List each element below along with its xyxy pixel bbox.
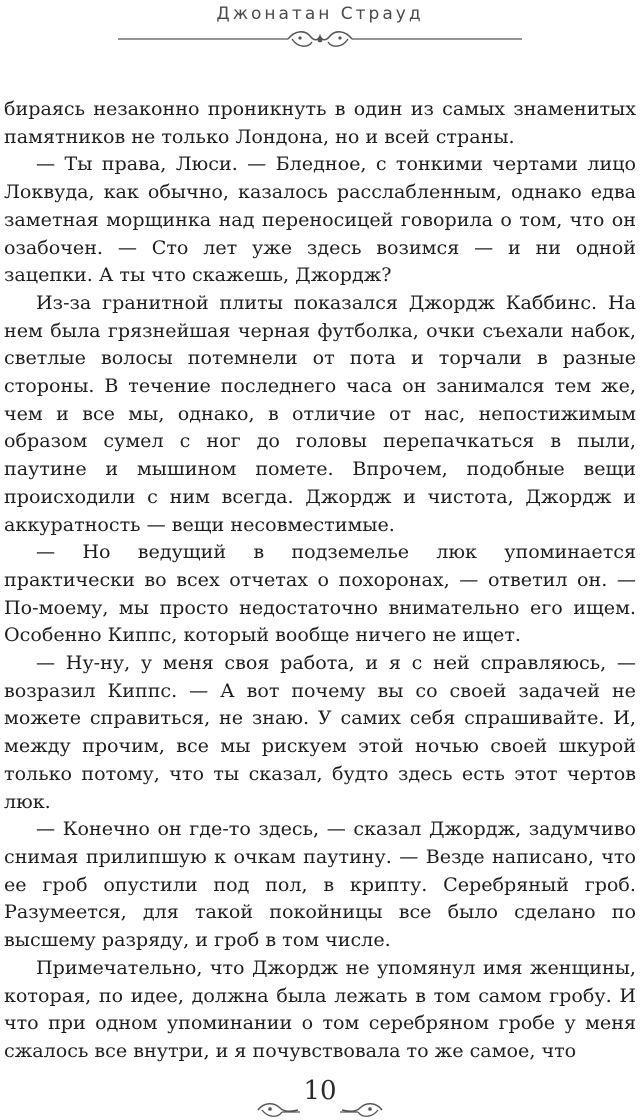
page-header xyxy=(0,0,640,60)
page-number: 10 xyxy=(303,1076,337,1106)
paragraph-6: — Конечно он где-то здесь, — сказал Джордж, задумчиво снимая прилипшую к очкам паутину. — Везде написано, что ее гроб опустили под пол, в крипту. Серебряный гроб. Разумеется, для такой покойницы все было сделано по высшему разряду, и гроб в том числе. xyxy=(4,817,636,952)
header-ornament-icon xyxy=(0,26,640,52)
page-footer xyxy=(0,1076,640,1120)
body-text xyxy=(4,95,636,1065)
paragraph-5: — Ну-ну, у меня своя работа, и я с ней справляюсь, — возразил Киппс. — А вот почему вы со своей задачей не можете справиться, не знаю. У самих себя спрашивайте. И, между прочим, все мы рискуем этой ночью своей шкурой только потому, что ты сказал, будто здесь есть этот чертов люк. xyxy=(4,651,636,813)
paragraph-7: Примечательно, что Джордж не упомянул имя женщины, которая, по идее, должна была лежать в том самом гробу. И что при одном упоминании о том серебряном гробе у меня сжалось все внутри, и я почувствовала то же самое, что xyxy=(4,955,636,1062)
running-title: Джонатан Страуд xyxy=(216,4,424,24)
paragraph-1: бираясь незаконно проникнуть в один из самых знаменитых памятников не только Лондона, но и всей страны. xyxy=(4,97,636,148)
paragraph-3: Из-за гранитной плиты показался Джордж Каббинс. На нем была грязнейшая черная футболка, очки съехали набок, светлые волосы потемнели от пота и торчали в разные стороны. В течение последнего часа он занимался тем же, чем и все мы, однако, в отличие от нас, непостижимым образом сумел с ног до головы перепачкаться в пыли, паутине и мышином помете. Впрочем, подобные вещи происходили с ним всегда. Джордж и чистота, Джордж и аккуратность — вещи несовместимые. xyxy=(4,290,636,536)
paragraph-2: — Ты права, Люси. — Бледное, с тонкими чертами лицо Локвуда, как обычно, казалось расслабленным, однако едва заметная морщинка над переносицей говорила о том, что он озабочен. — Сто лет уже здесь возимся — и ни одной зацепки. А ты что скажешь, Джордж? xyxy=(4,152,636,287)
paragraph-4: — Но ведущий в подземелье люк упоминается практически во всех отчетах о похоронах, — ответил он. — По-моему, мы просто недостаточно внимательно его ищем. Особенно Киппс, который вообще ничего не ищет. xyxy=(4,540,636,647)
